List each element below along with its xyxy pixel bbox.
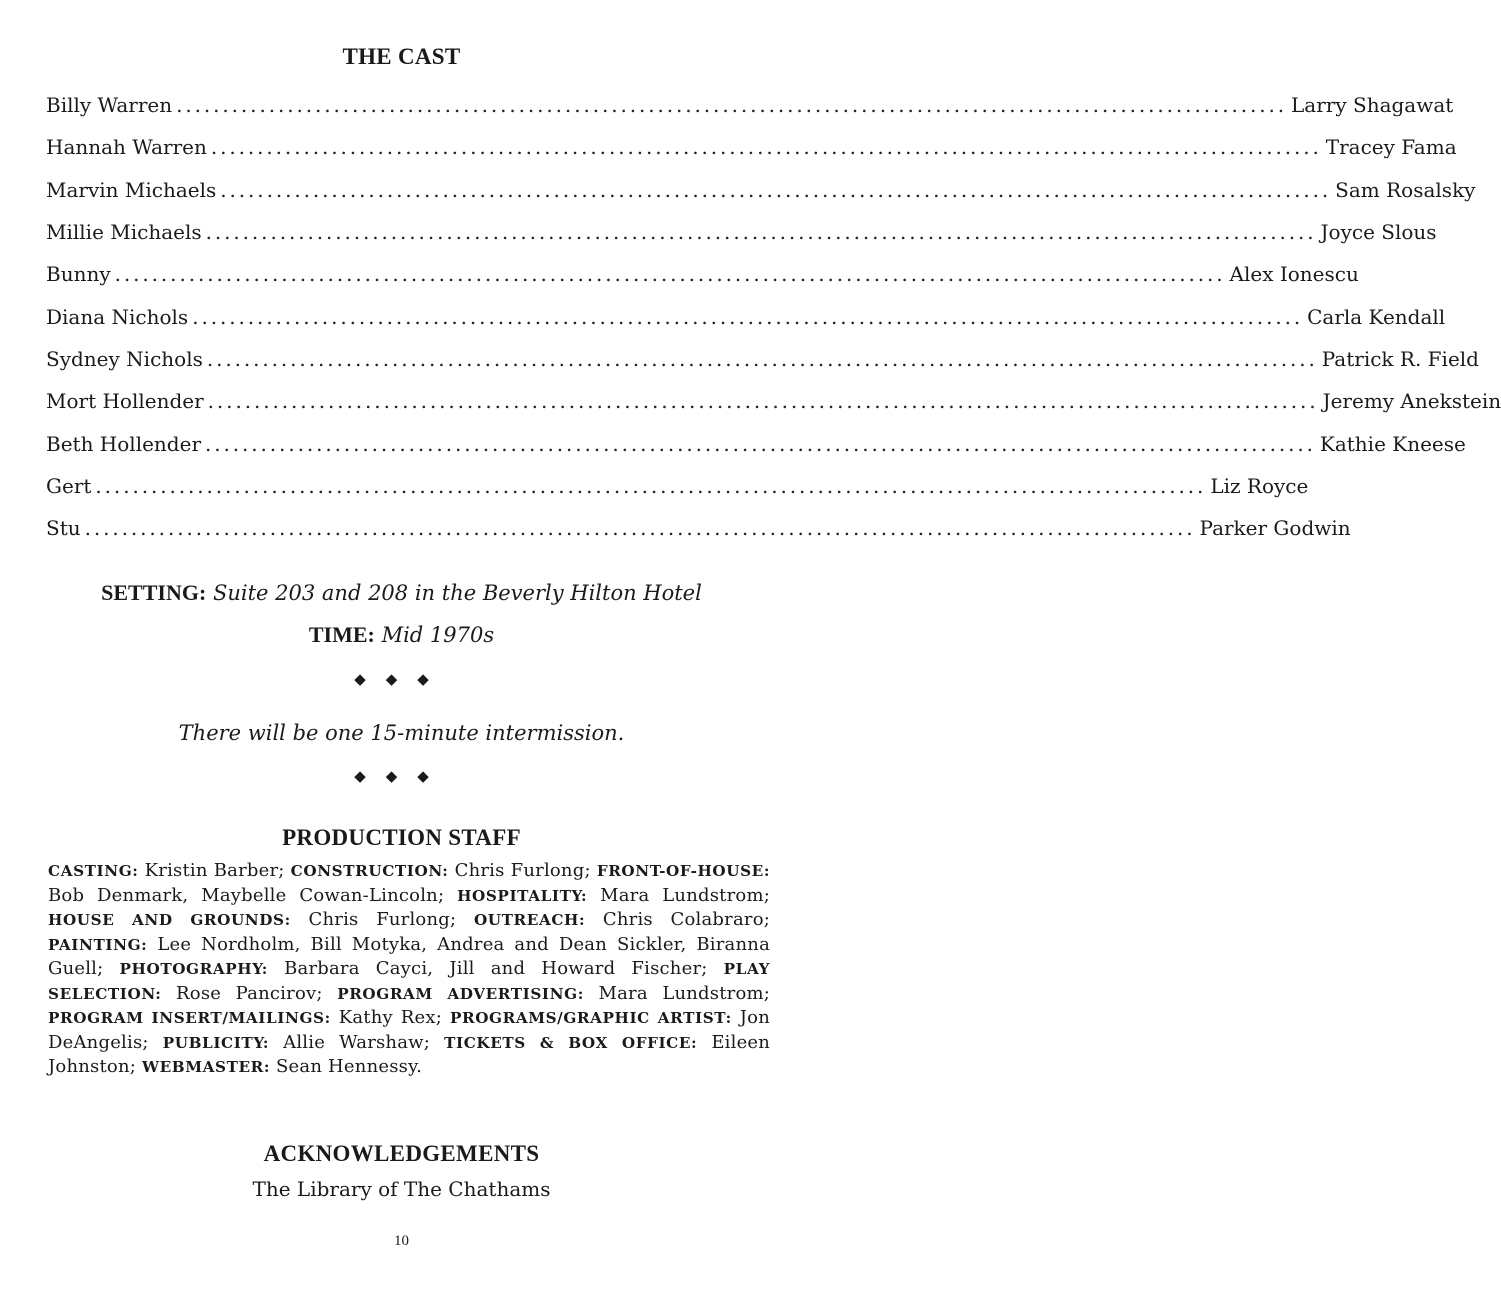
cast-row xyxy=(46,253,1359,295)
setting-line xyxy=(0,580,803,606)
dot-leader: ........................................................................................................................ xyxy=(205,431,1316,456)
cast-actor: Liz Royce xyxy=(1210,473,1309,498)
staff-role: CONSTRUCTION: xyxy=(290,862,449,880)
cast-actor: Patrick R. Field xyxy=(1321,346,1479,371)
staff-role: PROGRAMS/GRAPHIC ARTIST: xyxy=(449,1009,732,1027)
staff-paragraph xyxy=(48,859,770,1080)
staff-names: Chris Colabraro; xyxy=(602,909,770,930)
staff-role: CASTING: xyxy=(48,862,139,880)
staff-names: Eileen Johnston; xyxy=(48,1031,771,1077)
dot-leader: ........................................................................................................................ xyxy=(114,262,1226,287)
time-line xyxy=(0,622,803,648)
dot-leader: ........................................................................................................................ xyxy=(95,473,1207,498)
staff-role: PROGRAM ADVERTISING: xyxy=(337,984,584,1003)
acknowledgements-body: The Library of The Chathams xyxy=(252,1177,551,1201)
cast-role: Millie Michaels xyxy=(46,220,202,245)
cast-list xyxy=(46,84,1501,549)
cast-row xyxy=(46,295,1446,337)
cast-row xyxy=(46,84,1454,126)
staff-role: PLAY SELECTION: xyxy=(48,960,771,1003)
staff-names: Sean Hennessy. xyxy=(276,1056,422,1077)
cast-row xyxy=(46,465,1309,507)
diamond-ornament: ◆◆◆ xyxy=(354,670,449,688)
cast-actor: Sam Rosalsky xyxy=(1335,177,1476,202)
cast-role: Beth Hollender xyxy=(46,431,201,456)
cast-actor: Alex Ionescu xyxy=(1229,262,1359,287)
staff-role: WEBMASTER: xyxy=(141,1058,271,1076)
cast-role: Marvin Michaels xyxy=(46,177,217,202)
staff-role: OUTREACH: xyxy=(473,911,586,929)
diamond-ornament: ◆◆◆ xyxy=(354,767,449,785)
cast-actor: Joyce Slous xyxy=(1320,220,1437,245)
dot-leader: ........................................................................................................................ xyxy=(207,389,1319,414)
cast-row xyxy=(46,126,1457,168)
cast-row xyxy=(46,507,1351,549)
setting-label: SETTING: xyxy=(101,580,207,605)
staff-heading: PRODUCTION STAFF xyxy=(282,825,521,850)
cast-actor: Larry Shagawat xyxy=(1291,93,1454,118)
staff-names: Barbara Cayci, Jill and Howard Fischer; xyxy=(284,958,708,979)
cast-role: Stu xyxy=(46,516,81,541)
staff-names: Allie Warshaw; xyxy=(283,1031,431,1053)
staff-role: HOSPITALITY: xyxy=(457,886,588,905)
staff-role: PAINTING: xyxy=(48,935,148,954)
staff-names: Jon DeAngelis; xyxy=(48,1007,770,1053)
dot-leader: ........................................................................................................................ xyxy=(210,135,1322,160)
staff-role: FRONT-OF-HOUSE: xyxy=(596,862,771,880)
cast-actor: Jeremy Anekstein xyxy=(1322,389,1501,414)
setting-value: Suite 203 and 208 in the Beverly Hilton Hotel xyxy=(212,581,702,605)
staff-names: Chris Furlong; xyxy=(454,860,591,881)
cast-heading: THE CAST xyxy=(342,44,461,69)
cast-role: Bunny xyxy=(46,262,111,287)
cast-row xyxy=(46,169,1476,211)
staff-names: Bob Denmark, Maybelle Cowan-Lincoln; xyxy=(48,884,445,906)
time-value: Mid 1970s xyxy=(381,623,495,647)
staff-role: TICKETS & BOX OFFICE: xyxy=(444,1033,698,1052)
dot-leader: ........................................................................................................................ xyxy=(176,93,1288,118)
cast-role: Billy Warren xyxy=(46,93,173,118)
cast-role: Diana Nichols xyxy=(46,304,189,329)
cast-row xyxy=(46,338,1479,380)
cast-row xyxy=(46,380,1501,422)
cast-role: Sydney Nichols xyxy=(46,346,203,371)
cast-row xyxy=(46,422,1466,464)
staff-names: Kathy Rex; xyxy=(338,1007,443,1028)
staff-names: Mara Lundstrom; xyxy=(600,884,770,906)
staff-role: HOUSE AND GROUNDS: xyxy=(48,911,291,929)
cast-actor: Kathie Kneese xyxy=(1319,431,1466,456)
staff-names: Chris Furlong; xyxy=(308,909,457,930)
staff-role: PROGRAM INSERT/MAILINGS: xyxy=(48,1009,331,1027)
staff-names: Rose Pancirov; xyxy=(176,982,323,1004)
staff-names: Kristin Barber; xyxy=(144,860,285,881)
cast-role: Gert xyxy=(46,473,92,498)
staff-names: Lee Nordholm, Bill Motyka, Andrea and Dean Sickler, Biranna Guell; xyxy=(48,933,770,979)
staff-names: Mara Lundstrom; xyxy=(598,982,771,1004)
cast-role: Mort Hollender xyxy=(46,389,204,414)
cast-actor: Parker Godwin xyxy=(1199,516,1351,541)
staff-role: PUBLICITY: xyxy=(162,1033,270,1052)
intermission-note: There will be one 15-minute intermission. xyxy=(178,721,625,745)
time-label: TIME: xyxy=(308,622,375,647)
cast-row xyxy=(46,211,1437,253)
dot-leader: ........................................................................................................................ xyxy=(206,346,1318,371)
dot-leader: ........................................................................................................................ xyxy=(192,304,1304,329)
cast-actor: Carla Kendall xyxy=(1307,304,1446,329)
cast-role: Hannah Warren xyxy=(46,135,207,160)
cast-actor: Tracey Fama xyxy=(1325,135,1457,160)
dot-leader: ........................................................................................................................ xyxy=(205,220,1317,245)
page-number: 10 xyxy=(394,1233,409,1249)
acknowledgements-heading: ACKNOWLEDGEMENTS xyxy=(263,1141,540,1166)
dot-leader: ........................................................................................................................ xyxy=(84,516,1196,541)
dot-leader: ........................................................................................................................ xyxy=(220,177,1332,202)
staff-role: PHOTOGRAPHY: xyxy=(119,960,268,978)
